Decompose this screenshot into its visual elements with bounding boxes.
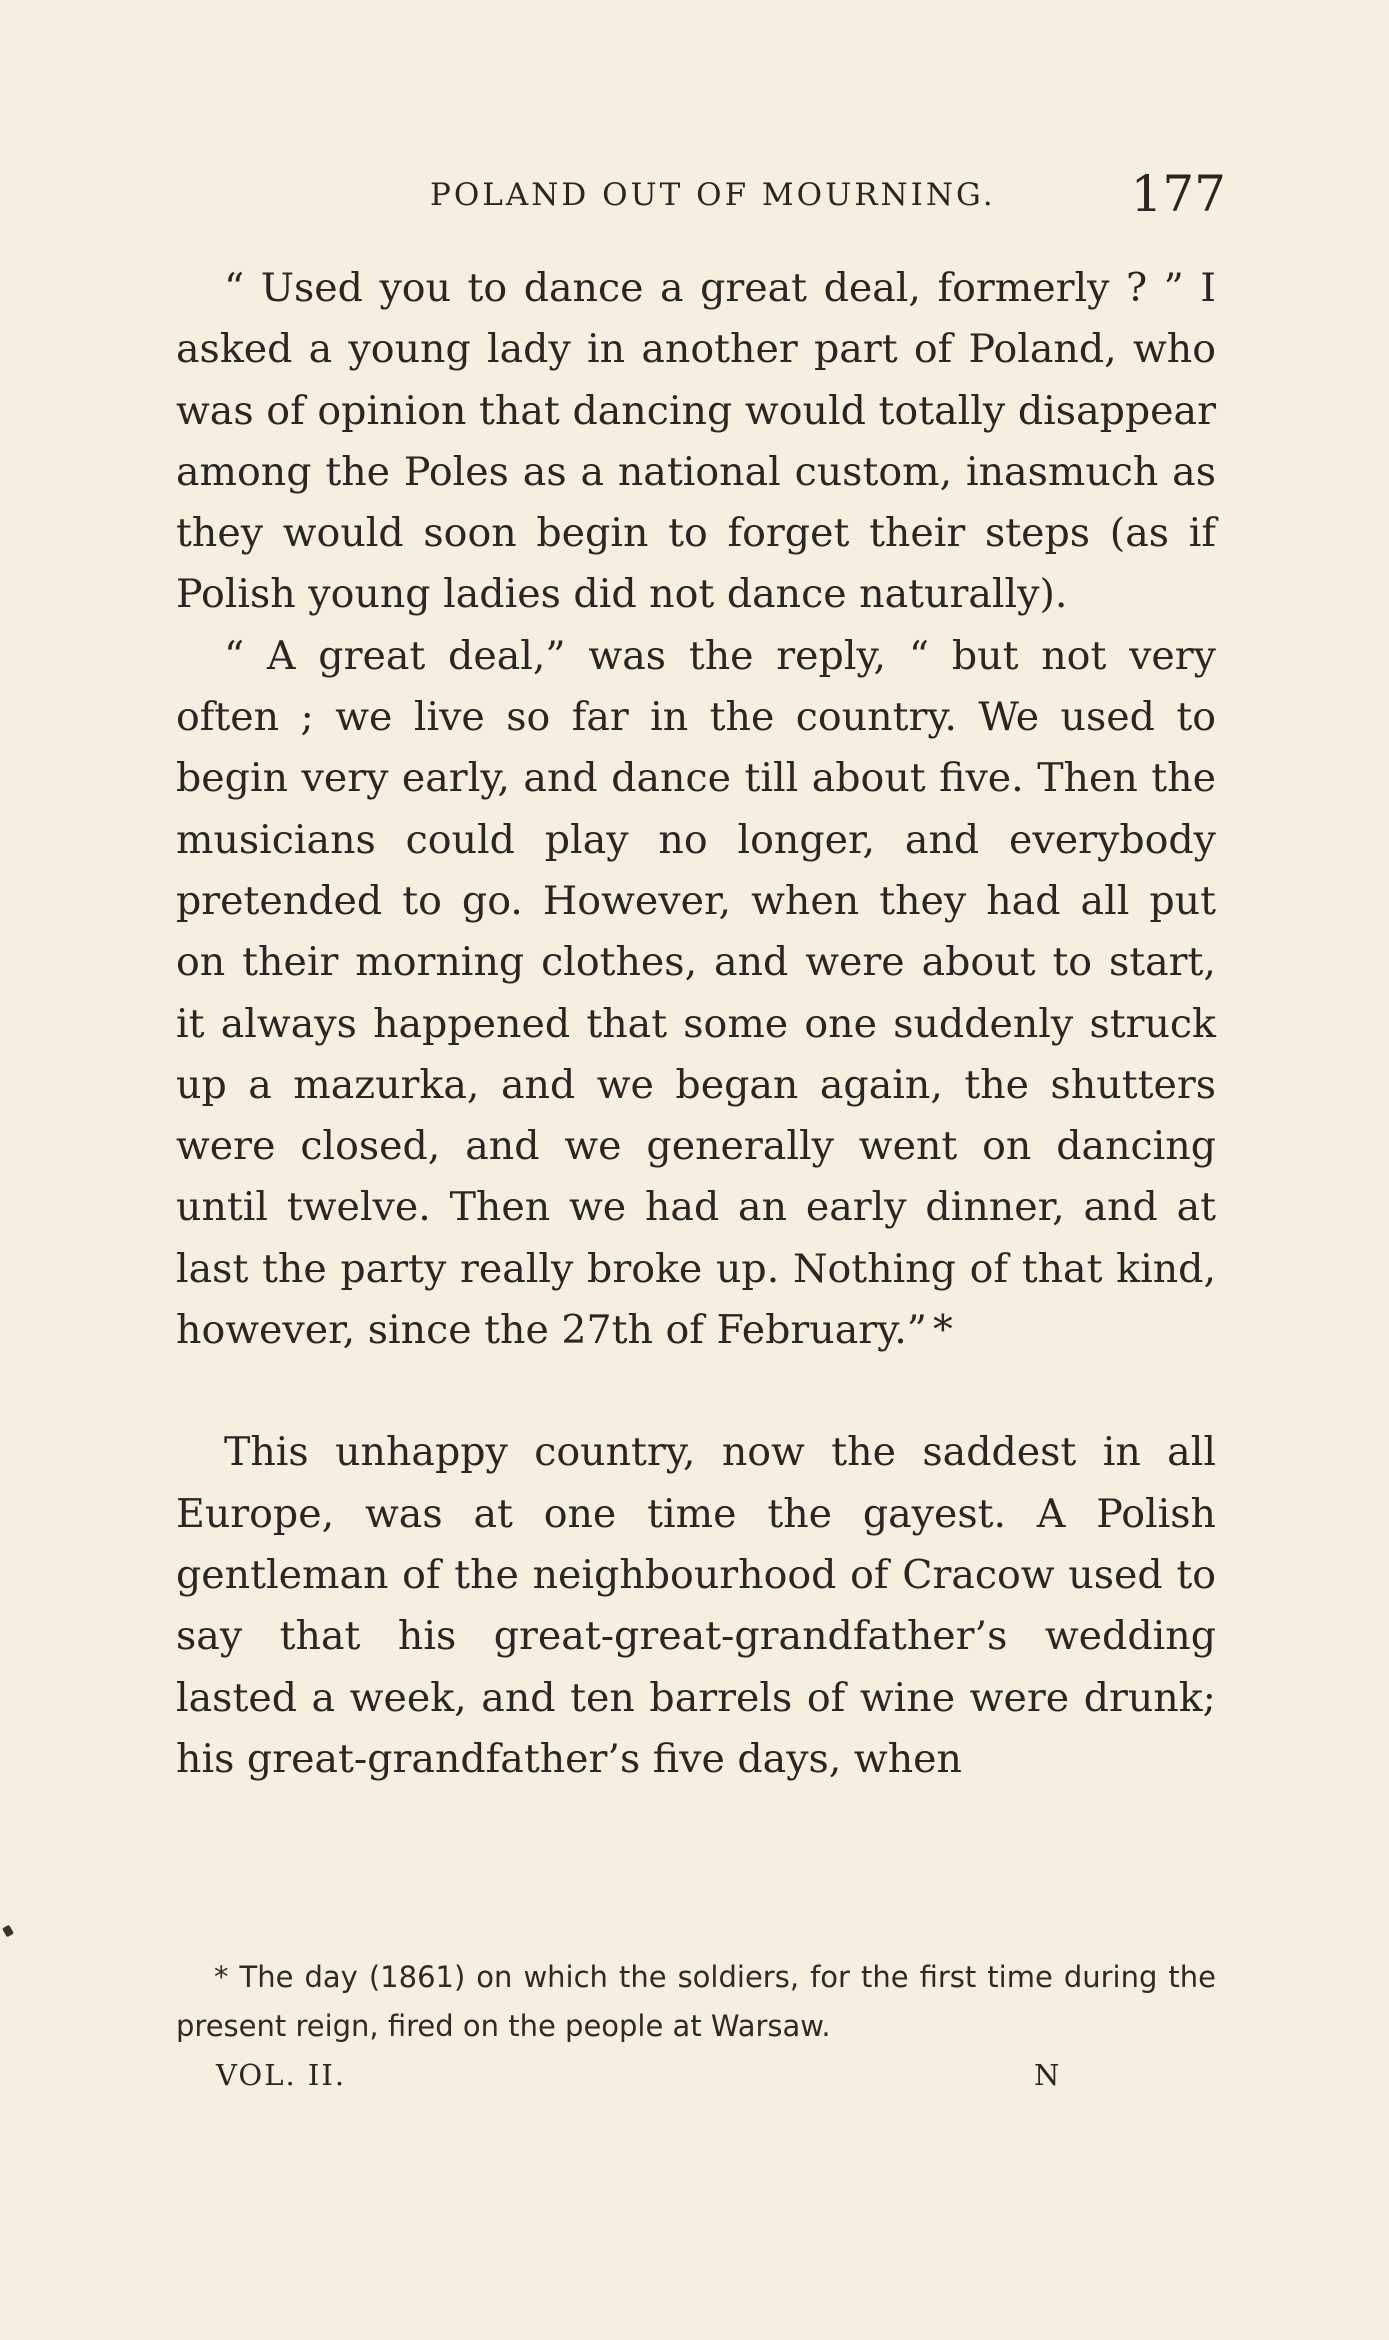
footnote: * The day (1861) on which the soldiers, for the first time during the present reign, fired on the people at Warsaw.	[176, 1960, 1216, 2043]
paragraph-unhappy-country: This unhappy country, now the saddest in all Europe, was at one time the gayest. A Polish gentleman of the neighbourhood of Cracow used to say that his great-great-grandfather’s wedding lasted a week, and ten barrels of wine were drunk; his great-grandfather’s five days, when	[176, 1429, 1216, 1782]
ink-speck	[2, 1925, 14, 1938]
paragraph-dance-reply-text: “ A great deal,” was the reply, “ but not very often ; we live so far in the country. We used to begin very early, and dance till about five. Then the musicians could play no longer, and everybody pretended to go. However, when they had all put on their morning clothes, and were about to start, it always happened that some one suddenly struck up a mazurka, and we began again, the shutters were closed, and we generally went on dancing until twelve. Then we had an early dinner, and at last the party really broke up. Nothing of that kind, however, since the 27th of February.”	[176, 632, 1216, 1354]
body-text	[176, 258, 1216, 1790]
running-head	[176, 165, 1226, 225]
paragraph-dance-reply	[176, 626, 1216, 1362]
footnote-marker: *	[932, 1307, 953, 1354]
running-head-title: POLAND OUT OF MOURNING.	[430, 177, 996, 213]
signature-line	[216, 2058, 1076, 2102]
page-number: 177	[1130, 165, 1226, 223]
signature-mark: N	[1034, 2058, 1062, 2092]
volume-label: VOL. II.	[216, 2058, 347, 2092]
paragraph-dance-question: “ Used you to dance a great deal, formerly ? ” I asked a young lady in another part of Poland, who was of opinion that dancing would totally disappear among the Poles as a national custom, inasmuch as they would soon begin to forget their steps (as if Polish young ladies did not dance naturally).	[176, 265, 1216, 618]
